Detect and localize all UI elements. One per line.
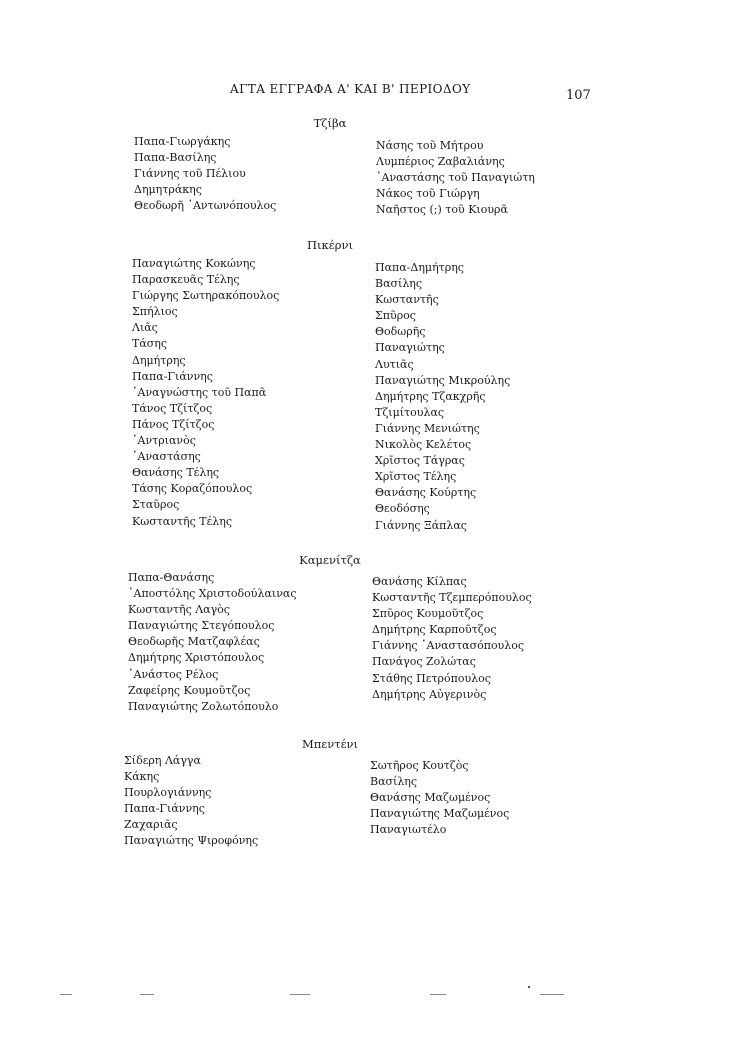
- list-item: Σπῦρος: [375, 309, 416, 323]
- list-item: Βασίλης: [370, 775, 418, 789]
- list-item: Χρῖστος Τέλης: [375, 470, 457, 484]
- list-item: Γιάννης Ξάπλας: [375, 518, 467, 532]
- list-item: Σίδερη Λάγγα: [124, 754, 201, 767]
- list-item: Δημήτρης Αὐγερινὸς: [372, 687, 487, 701]
- list-item: ᾽Αναστάσης τοῦ Παναγιώτη: [376, 171, 535, 185]
- list-item: Ζαφείρης Κουμοῦτζος: [128, 683, 251, 697]
- list-item: Γιάννης τοῦ Πέλιου: [134, 167, 246, 181]
- running-title: ΑΓΤΑ ΕΓΓΡΑΦΑ Α' ΚΑΙ Β' ΠΕΡΙΟΔΟΥ: [230, 82, 471, 96]
- list-item: Θανάσης Τέλης: [132, 466, 220, 480]
- section-title: Τζίβα: [313, 116, 347, 130]
- list-item: Τζιμίτουλας: [375, 405, 445, 419]
- list-item: Λυμπέριος Ζαβαλιάνης: [376, 155, 505, 169]
- page-number: 107: [566, 88, 591, 103]
- list-item: Δημήτρης Τζακχρῆς: [375, 389, 486, 403]
- list-item: Τάσης: [132, 337, 168, 351]
- right-column: [370, 758, 509, 838]
- scan-artifact: [60, 994, 72, 995]
- list-item: Θανάσης Μαζωμένος: [370, 791, 491, 805]
- list-item: Παπα-Γιωργάκης: [134, 135, 231, 148]
- list-item: Παναγιώτης: [375, 341, 445, 355]
- list-item: ᾽Αποστόλης Χριστοδούλαινας: [128, 587, 297, 601]
- list-item: Σπῦρος Κουμοῦτζος: [372, 607, 484, 621]
- list-item: Παναγιώτης Μικρούλης: [375, 373, 511, 387]
- list-item: Βασίλης: [375, 277, 423, 291]
- left-column: [132, 256, 279, 530]
- list-item: Παναγιωτέλο: [370, 823, 447, 837]
- list-item: Χρῖστος Τάγρας: [375, 454, 465, 468]
- list-item: Θεοδωρῆ ᾽Αντωνόπουλος: [134, 199, 277, 213]
- list-item: Ναῆστος (;) τοῦ Κιουρᾶ: [376, 203, 508, 217]
- section-title: Πικέρνι: [307, 238, 353, 252]
- list-item: Παπα-Γιάννης: [124, 802, 205, 816]
- list-item: Σωτῆρος Κουτζὸς: [370, 759, 469, 772]
- list-item: Πάνος Τζίτζος: [132, 417, 215, 431]
- section-title: Μπεντένι: [301, 737, 359, 751]
- page-header: [0, 82, 744, 102]
- list-item: Παναγιώτης Ψιροφόνης: [124, 834, 259, 848]
- right-column: [375, 260, 510, 534]
- list-item: Δημήτρης Καρποῦτζος: [372, 623, 497, 637]
- right-column: [376, 138, 535, 218]
- list-item: Παναγιώτης Μαζωμένος: [370, 807, 510, 821]
- list-item: Παναγιώτης Στεγόπουλος: [128, 619, 275, 633]
- list-item: ᾽Ανάστος Ρέλος: [128, 667, 219, 681]
- list-item: Στάθης Πετρόπουλος: [372, 671, 491, 685]
- list-item: Σπήλιος: [132, 305, 178, 319]
- list-item: Νικολὸς Κελέτος: [375, 438, 472, 452]
- list-item: ᾽Αναστάσης: [132, 450, 201, 464]
- list-item: Παναγιώτης Ζολωτόπουλο: [128, 699, 279, 713]
- list-item: Κωσταντῆς: [375, 293, 439, 307]
- list-item: ᾽Αναγνώστης τοῦ Παπᾶ: [132, 385, 267, 399]
- list-item: Νάσης τοῦ Μήτρου: [376, 139, 484, 152]
- scan-artifact: [430, 994, 446, 995]
- list-item: Θανάσης Κούρτης: [375, 486, 477, 500]
- list-item: Γιάννης Μενιώτης: [375, 421, 480, 435]
- scan-artifact: [528, 986, 530, 988]
- list-item: Κωσταντῆς Λαγὸς: [128, 603, 230, 617]
- list-item: Παπα-Δημήτρης: [375, 261, 464, 274]
- left-column: [134, 134, 276, 214]
- list-item: Παπα-Βασίλης: [134, 151, 217, 165]
- list-item: Ζαχαριᾶς: [124, 818, 178, 832]
- list-item: Παναγιώτης Κοκώνης: [132, 257, 256, 270]
- scan-artifact: [290, 994, 310, 995]
- list-item: Λυτιᾶς: [375, 357, 414, 371]
- list-item: Τάσης Κοραζόπουλος: [132, 482, 253, 496]
- section-title: Καμενίτζα: [299, 553, 361, 567]
- list-item: Θανάσης Κίλπας: [372, 575, 467, 588]
- list-item: Σταῦρος: [132, 498, 180, 512]
- list-item: Δημητράκης: [134, 183, 202, 197]
- scan-artifact: [140, 994, 154, 995]
- list-item: Θεοδόσης: [375, 502, 430, 516]
- list-item: Κωσταντῆς Τζεμπερόπουλος: [372, 591, 532, 605]
- list-item: Θεοδωρῆς Ματζαφλέας: [128, 635, 260, 649]
- scan-artifact: [540, 994, 564, 995]
- left-column: [128, 570, 296, 715]
- right-column: [372, 574, 532, 703]
- list-item: Παρασκευᾶς Τέλης: [132, 273, 240, 287]
- left-column: [124, 753, 258, 850]
- list-item: Νάκος τοῦ Γιώργη: [376, 187, 480, 201]
- list-item: Κωσταντῆς Τέλης: [132, 514, 232, 528]
- list-item: Κάκης: [124, 770, 160, 784]
- list-item: Πουρλογιάννης: [124, 786, 212, 800]
- list-item: Δημήτρης: [132, 353, 186, 367]
- list-item: Τάνος Τζίτζος: [132, 401, 213, 415]
- list-item: Παπα-Θανάσης: [128, 571, 215, 584]
- list-item: ᾽Αντριανὸς: [132, 434, 196, 448]
- list-item: Λιᾶς: [132, 321, 158, 335]
- list-item: Θοδωρῆς: [375, 325, 426, 339]
- list-item: Παπα-Γιάννης: [132, 369, 213, 383]
- list-item: Δημήτρης Χριστόπουλος: [128, 651, 265, 665]
- list-item: Γιάννης ᾽Αναστασόπουλος: [372, 639, 525, 653]
- list-item: Γιώργης Σωτηρακόπουλος: [132, 289, 280, 303]
- list-item: Πανάγος Ζολώτας: [372, 655, 476, 669]
